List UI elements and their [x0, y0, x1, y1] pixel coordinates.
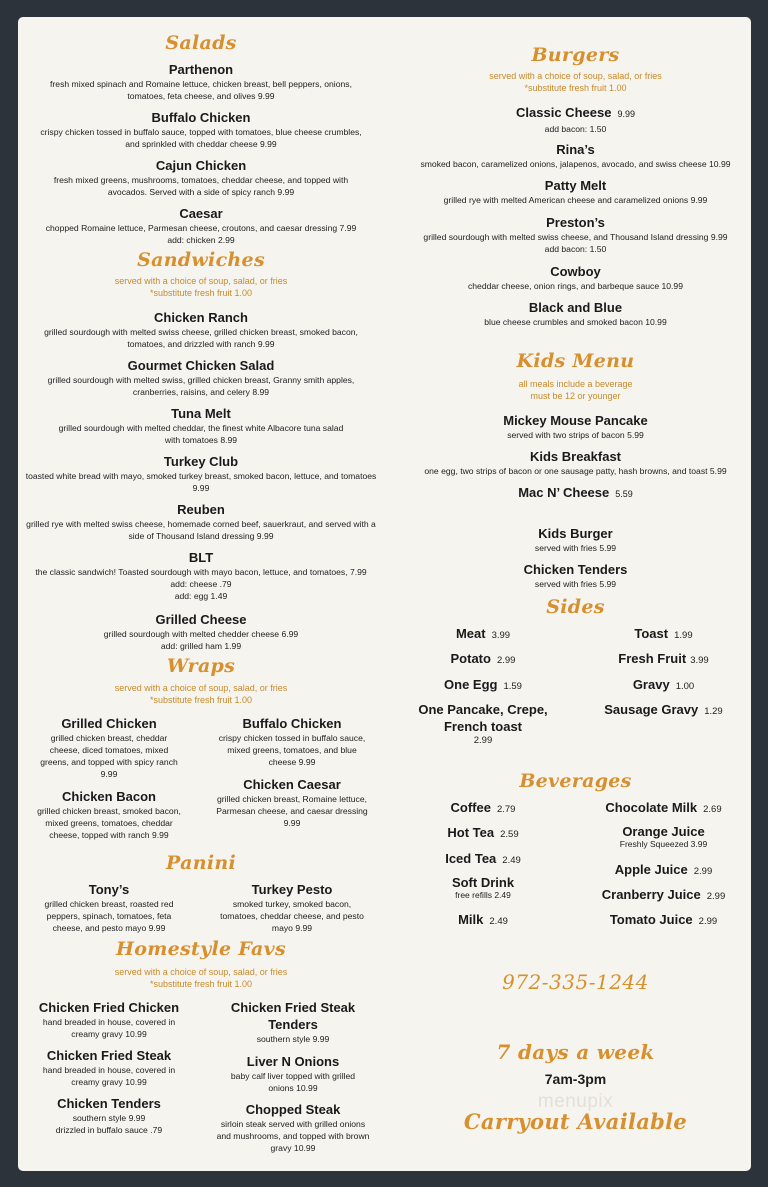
- item-desc: smoked bacon, caramelized onions, jalapenos, avocado, and swiss cheese 10.99: [420, 159, 731, 169]
- item-name: Kids Breakfast: [529, 449, 622, 464]
- side-name: Fresh Fruit: [618, 651, 687, 666]
- beverage-name: Iced Tea: [445, 851, 497, 866]
- menu-item: [214, 1101, 372, 1154]
- item-name: Turkey Pesto: [251, 882, 333, 897]
- note-line: *substitute fresh fruit 1.00: [149, 979, 253, 989]
- kids-note: [400, 378, 751, 402]
- side-name: Sausage Gravy: [604, 702, 699, 717]
- side-price: 2.99: [496, 655, 516, 666]
- beverage-price: 2.99: [693, 866, 713, 877]
- item-desc: served with fries 5.99: [534, 579, 617, 589]
- item-name: Reuben: [177, 502, 225, 517]
- item-desc: the classic sandwich! Toasted sourdough with mayo bacon, lettuce, and tomatoes, 7.99: [35, 567, 367, 577]
- item-name: Chicken Ranch: [154, 310, 248, 325]
- side-price: 1.59: [503, 681, 522, 692]
- side-item: [576, 676, 751, 694]
- item-desc: fresh mixed spinach and Romaine lettuce, chicken breast, bell peppers, onions, tomatoes, feta cheese, and olives 9.99: [50, 79, 352, 101]
- item-desc: grilled sourdough with melted chedder cheese 6.99: [103, 629, 299, 639]
- item-desc: grilled rye with melted American cheese and caramelized onions 9.99: [443, 195, 708, 205]
- beverages-title: Beverages: [519, 770, 632, 792]
- item-desc: chopped Romaine lettuce, Parmesan cheese, croutons, and caesar dressing 7.99: [45, 223, 357, 233]
- item-desc: fresh mixed greens, mushrooms, tomatoes, cheddar cheese, and topped with avocados. Served with a side of spicy ranch 9.99: [53, 175, 349, 197]
- menu-item: [400, 448, 751, 477]
- item-desc: grilled sourdough with melted swiss cheese, and Thousand Island dressing 9.99: [423, 232, 728, 242]
- sandwiches-title: Sandwiches: [137, 249, 265, 271]
- homestyle-note: [18, 966, 384, 990]
- item-name: Chicken Fried Steak Tenders: [230, 1000, 356, 1032]
- item-name: Preston’s: [546, 215, 605, 230]
- item-price: 5.59: [615, 489, 633, 499]
- item-name: Chicken Bacon: [62, 789, 156, 804]
- item-desc: cheddar cheese, onion rings, and barbeque sauce 10.99: [467, 281, 683, 291]
- side-name: One Egg: [444, 677, 498, 692]
- beverage-item: [400, 911, 566, 929]
- item-desc: grilled sourdough with melted swiss, grilled chicken breast, Granny smith apples, cranberries, raisins, and celery 8.99: [47, 375, 355, 397]
- menu-item: [222, 1053, 364, 1094]
- item-name: Caesar: [179, 206, 223, 221]
- item-name: Chicken Tenders: [523, 562, 628, 577]
- item-desc: grilled chicken breast, smoked bacon, mixed greens, tomatoes, cheddar cheese, topped with ranch 9.99: [37, 806, 181, 840]
- note-line: served with a choice of soup, salad, or fries: [114, 967, 288, 977]
- item-name-text: Mac N’ Cheese: [518, 485, 610, 500]
- beverage-price: 2.59: [500, 829, 519, 840]
- item-extra: add: chicken 2.99: [167, 235, 235, 245]
- beverage-item: [576, 911, 751, 929]
- item-name: Chicken Caesar: [243, 777, 341, 792]
- item-name: Chopped Steak: [245, 1102, 341, 1117]
- menu-item: [400, 104, 751, 135]
- beverage-name: Chocolate Milk: [605, 800, 698, 815]
- beverage-price: 2.79: [496, 804, 516, 815]
- sides-title: Sides: [546, 596, 605, 618]
- item-desc: grilled sourdough with melted cheddar, the finest white Albacore tuna salad with tomatoes 8.99: [58, 423, 344, 445]
- item-name: Chicken Fried Steak: [46, 1048, 172, 1063]
- side-price: 1.00: [675, 681, 695, 692]
- item-name: Grilled Cheese: [155, 612, 247, 627]
- kids-title: Kids Menu: [516, 350, 635, 372]
- item-desc: grilled rye with melted swiss cheese, homemade corned beef, sauerkraut, and served with a side of Thousand Island dressing 9.99: [26, 519, 376, 541]
- item-desc: add bacon: 1.50: [544, 124, 607, 134]
- item-name: [400, 104, 751, 123]
- menu-item: [18, 309, 384, 350]
- beverage-name: Milk: [458, 912, 484, 927]
- note-line: all meals include a beverage: [518, 379, 633, 389]
- item-desc: crispy chicken tossed in buffalo sauce, mixed greens, tomatoes, and blue cheese 9.99: [218, 733, 366, 767]
- menu-item: [36, 715, 182, 780]
- side-item: [400, 625, 566, 643]
- item-desc: blue cheese crumbles and smoked bacon 10.99: [484, 317, 667, 327]
- homestyle-title: Homestyle Favs: [116, 938, 286, 960]
- side-item: [576, 701, 751, 719]
- beverage-name: Apple Juice: [614, 862, 688, 877]
- side-name: One Pancake, Crepe, French toast: [418, 702, 548, 734]
- menu-item: [18, 157, 384, 198]
- note-line: served with a choice of soup, salad, or fries: [114, 276, 288, 286]
- item-extra: add: cheese .79: [170, 579, 232, 589]
- menu-item: [34, 1047, 184, 1088]
- beverage-item: [400, 824, 566, 842]
- item-name: Mickey Mouse Pancake: [503, 413, 648, 428]
- item-desc: baby calf liver topped with grilled onions 10.99: [230, 1071, 356, 1093]
- note-line: served with a choice of soup, salad, or fries: [489, 71, 662, 81]
- note-line: *substitute fresh fruit 1.00: [524, 83, 627, 93]
- beverage-name: Tomato Juice: [609, 912, 693, 927]
- burgers-title: Burgers: [531, 44, 620, 66]
- side-name: Potato: [450, 651, 491, 666]
- item-extra: add: egg 1.49: [174, 591, 228, 601]
- menu-item: [18, 205, 384, 246]
- carryout-banner: Carryout Available: [463, 1109, 688, 1134]
- item-desc: served with two strips of bacon 5.99: [507, 430, 644, 440]
- beverage-item: [576, 886, 751, 904]
- item-desc: smoked turkey, smoked bacon, tomatoes, cheddar cheese, and pesto mayo 9.99: [220, 899, 364, 933]
- beverage-price: 2.69: [703, 804, 722, 815]
- menu-item: [400, 561, 751, 590]
- menu-item: [18, 549, 384, 602]
- side-name: Toast: [634, 626, 669, 641]
- item-desc: grilled chicken breast, Romaine lettuce, Parmesan cheese, and caesar dressing 9.99: [216, 794, 368, 828]
- item-name: Buffalo Chicken: [242, 716, 342, 731]
- menu-item: [36, 788, 182, 841]
- menu-item: [18, 61, 384, 102]
- menu-item: [400, 177, 751, 206]
- item-name: Chicken Fried Chicken: [38, 1000, 180, 1015]
- item-name: Tuna Melt: [171, 406, 231, 421]
- menu-item: [36, 881, 182, 934]
- item-name: Tony’s: [88, 882, 130, 897]
- item-name: Patty Melt: [544, 178, 607, 193]
- note-line: *substitute fresh fruit 1.00: [149, 288, 253, 298]
- beverage-name: Soft Drink: [451, 875, 515, 890]
- note-line: must be 12 or younger: [530, 391, 621, 401]
- side-price: 2.99: [473, 735, 493, 746]
- menu-item: [18, 453, 384, 494]
- beverage-item: [400, 799, 566, 817]
- beverage-name: Hot Tea: [447, 825, 495, 840]
- side-item: [576, 625, 751, 643]
- side-item: [400, 650, 566, 668]
- salads-title: Salads: [165, 32, 237, 54]
- menu-item: [400, 299, 751, 328]
- note-line: served with a choice of soup, salad, or fries: [114, 683, 288, 693]
- watermark-logo: menupix: [537, 1091, 614, 1112]
- item-name: Grilled Chicken: [61, 716, 157, 731]
- menu-item: [34, 1095, 184, 1136]
- side-price: 1.29: [704, 706, 723, 717]
- item-name-text: Classic Cheese: [516, 105, 612, 120]
- item-desc: crispy chicken tossed in buffalo sauce, topped with tomatoes, blue cheese crumbles, and sprinkled with cheddar cheese 9.99: [40, 127, 362, 149]
- menu-sheet: [18, 17, 751, 1171]
- menu-item: [18, 501, 384, 542]
- menu-item: [18, 357, 384, 398]
- menu-item: [216, 881, 368, 934]
- side-price: 3.99: [690, 655, 709, 666]
- menu-item: [400, 412, 751, 441]
- item-desc: grilled sourdough with melted swiss cheese, grilled chicken breast, smoked bacon, tomatoes, and drizzled with ranch 9.99: [44, 327, 358, 349]
- side-name: Gravy: [632, 677, 670, 692]
- item-name: [400, 484, 751, 503]
- item-name: Buffalo Chicken: [151, 110, 251, 125]
- beverage-price: 2.49: [489, 916, 508, 927]
- beverage-name: Orange Juice: [622, 824, 705, 839]
- menu-item: [18, 405, 384, 446]
- item-name: Parthenon: [168, 62, 234, 77]
- wraps-title: Wraps: [166, 655, 236, 677]
- item-desc: toasted white bread with mayo, smoked turkey breast, smoked bacon, lettuce, and tomatoes 9.99: [25, 471, 377, 493]
- days-open: 7 days a week: [496, 1040, 655, 1064]
- beverage-item: [576, 861, 751, 879]
- item-desc: one egg, two strips of bacon or one sausage patty, hash browns, and toast 5.99: [424, 466, 727, 476]
- item-desc: hand breaded in house, covered in creamy gravy 10.99: [42, 1065, 176, 1087]
- menu-item: [400, 484, 751, 503]
- menu-item: [400, 525, 751, 554]
- wraps-note: [18, 682, 384, 706]
- menu-item: [18, 109, 384, 150]
- beverage-item: [400, 875, 566, 900]
- menu-item: [216, 776, 368, 829]
- item-desc: sirloin steak served with grilled onions and mushrooms, and topped with brown gravy 10.99: [216, 1119, 370, 1153]
- menu-item: [400, 263, 751, 292]
- item-extra: add bacon: 1.50: [544, 244, 607, 254]
- side-item: [576, 650, 751, 668]
- menu-item: [222, 999, 364, 1045]
- item-desc: served with fries 5.99: [534, 543, 617, 553]
- sandwiches-note: [18, 275, 384, 299]
- item-name: Gourmet Chicken Salad: [127, 358, 275, 373]
- item-name: Cowboy: [550, 264, 601, 279]
- beverage-item: [576, 799, 751, 817]
- item-desc: southern style 9.99: [72, 1113, 146, 1123]
- menu-item: [18, 611, 384, 652]
- beverage-name: Cranberry Juice: [601, 887, 701, 902]
- item-desc: southern style 9.99: [256, 1034, 330, 1044]
- beverage-item: [576, 824, 751, 849]
- item-name: BLT: [188, 550, 214, 565]
- beverage-sub: Freshly Squeezed 3.99: [619, 839, 708, 849]
- item-extra: drizzled in buffalo sauce .79: [55, 1125, 163, 1135]
- beverage-price: 2.99: [698, 916, 718, 927]
- item-name: Rina’s: [556, 142, 595, 157]
- menu-item: [400, 214, 751, 255]
- menu-item: [216, 715, 368, 768]
- side-item: [400, 676, 566, 694]
- side-price: 1.99: [674, 630, 693, 641]
- beverage-sub: free refills 2.49: [455, 890, 511, 900]
- item-name: Kids Burger: [538, 526, 613, 541]
- beverage-item: [400, 850, 566, 868]
- beverage-name: Coffee: [450, 800, 491, 815]
- item-desc: grilled chicken breast, cheddar cheese, diced tomatoes, mixed greens, and topped with spicy ranch 9.99: [40, 733, 178, 779]
- burgers-note: [400, 70, 751, 94]
- phone-number[interactable]: 972-335-1244: [502, 970, 649, 994]
- side-name: Meat: [455, 626, 486, 641]
- item-name: Cajun Chicken: [155, 158, 247, 173]
- beverage-price: 2.49: [502, 855, 521, 866]
- side-price: 3.99: [491, 630, 511, 641]
- item-price: 9.99: [617, 109, 635, 119]
- item-desc: grilled chicken breast, roasted red peppers, spinach, tomatoes, feta cheese, and pesto mayo 9.99: [44, 899, 174, 933]
- hours: 7am-3pm: [544, 1071, 607, 1087]
- item-extra: add: grilled ham 1.99: [160, 641, 242, 651]
- menu-item: [34, 999, 184, 1040]
- menu-item: [400, 141, 751, 170]
- item-desc: hand breaded in house, covered in creamy gravy 10.99: [42, 1017, 176, 1039]
- side-item: [408, 701, 558, 746]
- item-name: Black and Blue: [528, 300, 623, 315]
- panini-title: Panini: [166, 852, 236, 874]
- item-name: Chicken Tenders: [57, 1096, 161, 1111]
- item-name: Liver N Onions: [246, 1054, 340, 1069]
- beverage-price: 2.99: [706, 891, 726, 902]
- item-name: Turkey Club: [163, 454, 239, 469]
- note-line: *substitute fresh fruit 1.00: [149, 695, 253, 705]
